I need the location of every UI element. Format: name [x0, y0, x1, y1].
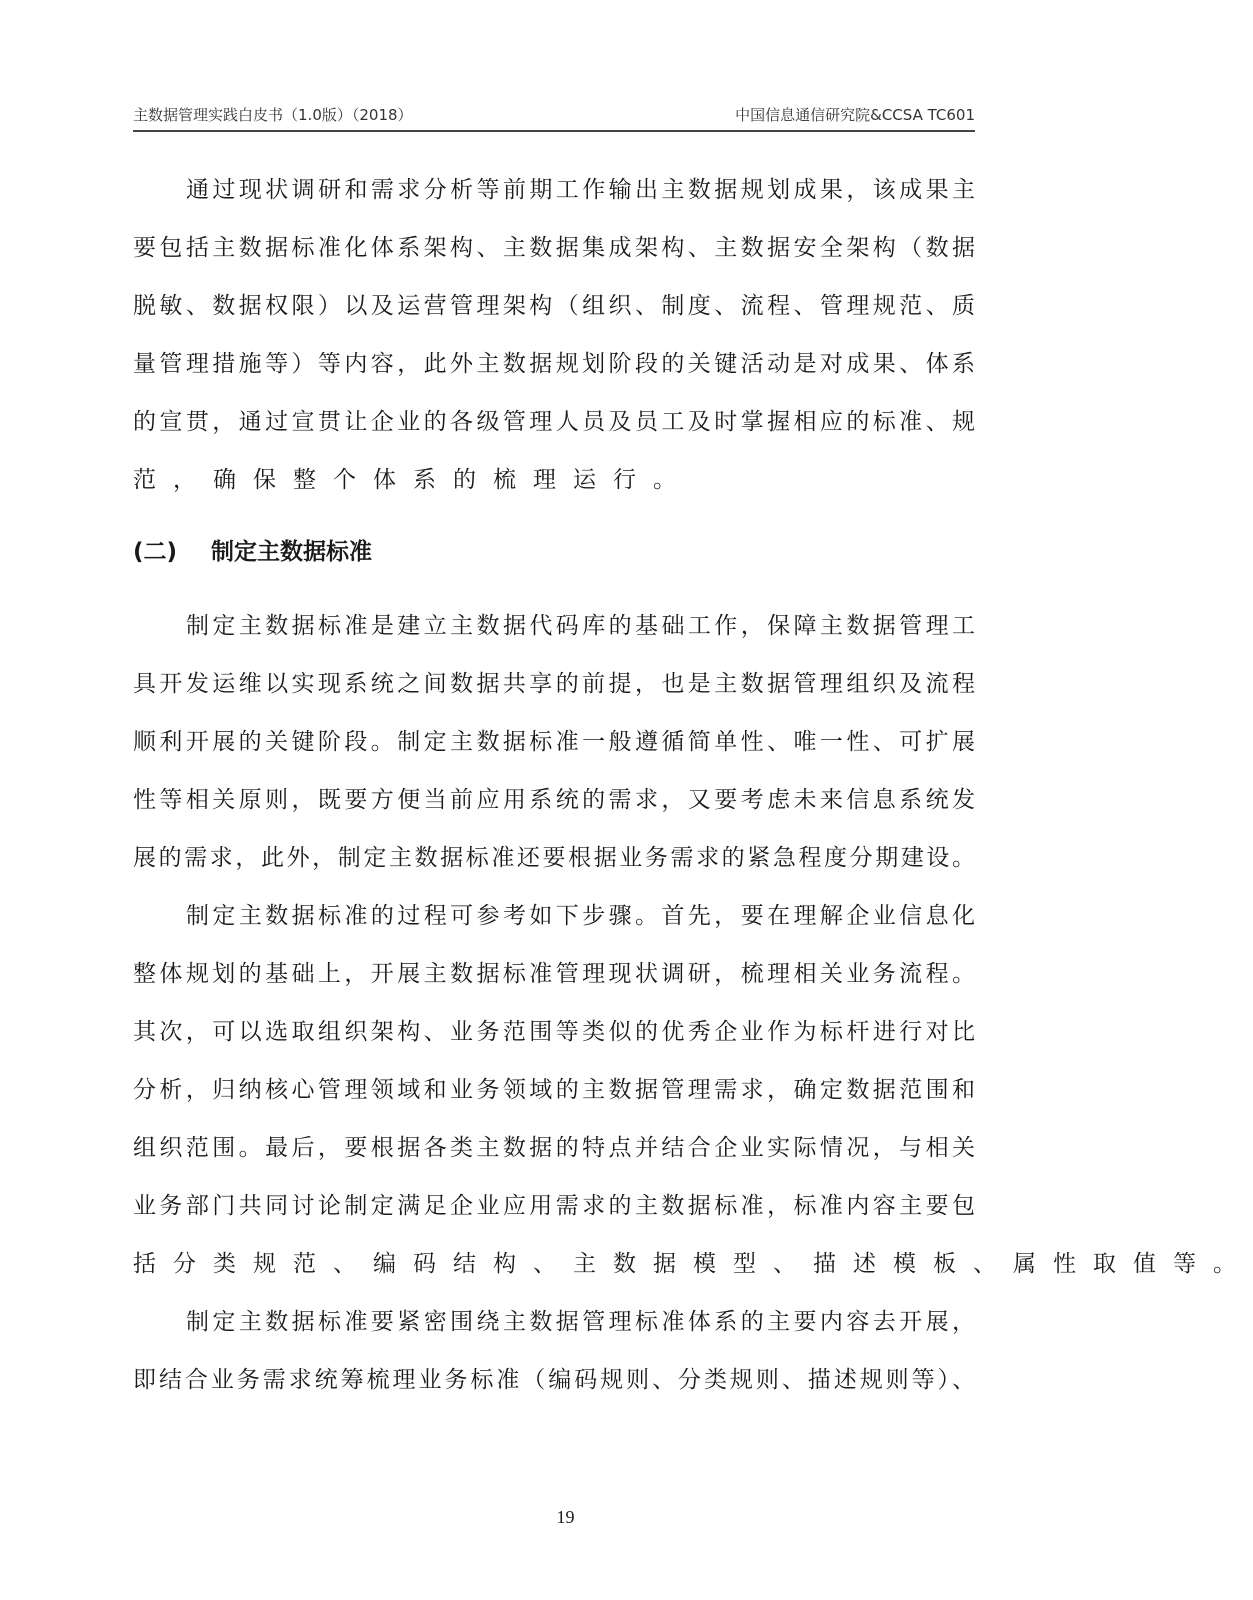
paragraph-line: 制定主数据标准是建立主数据代码库的基础工作，保障主数据管理工 [186, 613, 979, 639]
paragraph-line: 即结合业务需求统筹梳理业务标准（编码规则、分类规则、描述规则等）、 [133, 1367, 978, 1393]
header-document-title: 主数据管理实践白皮书（1.0版）（2018） [133, 106, 413, 124]
header-organization: 中国信息通信研究院&CCSA TC601 [735, 106, 975, 124]
paragraph-line: 整体规划的基础上，开展主数据标准管理现状调研，梳理相关业务流程。 [133, 961, 979, 987]
paragraph-line: 展的需求，此外，制定主数据标准还要根据业务需求的紧急程度分期建设。 [133, 845, 978, 871]
page-number: 19 [556, 1507, 575, 1527]
header-rule [133, 130, 975, 132]
running-header [133, 104, 975, 126]
paragraph-line: 要包括主数据标准化体系架构、主数据集成架构、主数据安全架构（数据 [133, 235, 979, 261]
paragraph-line: 制定主数据标准的过程可参考如下步骤。首先，要在理解企业信息化 [186, 903, 979, 929]
section-number: (二) [133, 539, 178, 565]
paragraph-line: 脱敏、数据权限）以及运营管理架构（组织、制度、流程、管理规范、质 [133, 293, 979, 319]
paragraph-line: 制定主数据标准要紧密围绕主数据管理标准体系的主要内容去开展， [186, 1309, 979, 1335]
paragraph-line: 性等相关原则，既要方便当前应用系统的需求，又要考虑未来信息系统发 [133, 787, 979, 813]
paragraph-line: 组织范围。最后，要根据各类主数据的特点并结合企业实际情况，与相关 [133, 1135, 979, 1161]
paragraph-line: 括分类规范、编码结构、主数据模型、描述模板、属性取值等。 [133, 1251, 1253, 1277]
paragraph-line: 通过现状调研和需求分析等前期工作输出主数据规划成果，该成果主 [186, 177, 979, 203]
paragraph-line: 量管理措施等）等内容，此外主数据规划阶段的关键活动是对成果、体系 [133, 351, 979, 377]
paragraph-line: 其次，可以选取组织架构、业务范围等类似的优秀企业作为标杆进行对比 [133, 1019, 979, 1045]
paragraph-line: 具开发运维以实现系统之间数据共享的前提，也是主数据管理组织及流程 [133, 671, 979, 697]
paragraph-line: 的宣贯，通过宣贯让企业的各级管理人员及员工及时掌握相应的标准、规 [133, 409, 979, 435]
paragraph-line: 业务部门共同讨论制定满足企业应用需求的主数据标准，标准内容主要包 [133, 1193, 979, 1219]
paragraph-line: 分析，归纳核心管理领域和业务领域的主数据管理需求，确定数据范围和 [133, 1077, 979, 1103]
paragraph-line: 顺利开展的关键阶段。制定主数据标准一般遵循简单性、唯一性、可扩展 [133, 729, 979, 755]
section-heading [133, 532, 372, 572]
section-title: 制定主数据标准 [211, 539, 372, 565]
paragraph-line: 范，确保整个体系的梳理运行。 [133, 467, 693, 493]
